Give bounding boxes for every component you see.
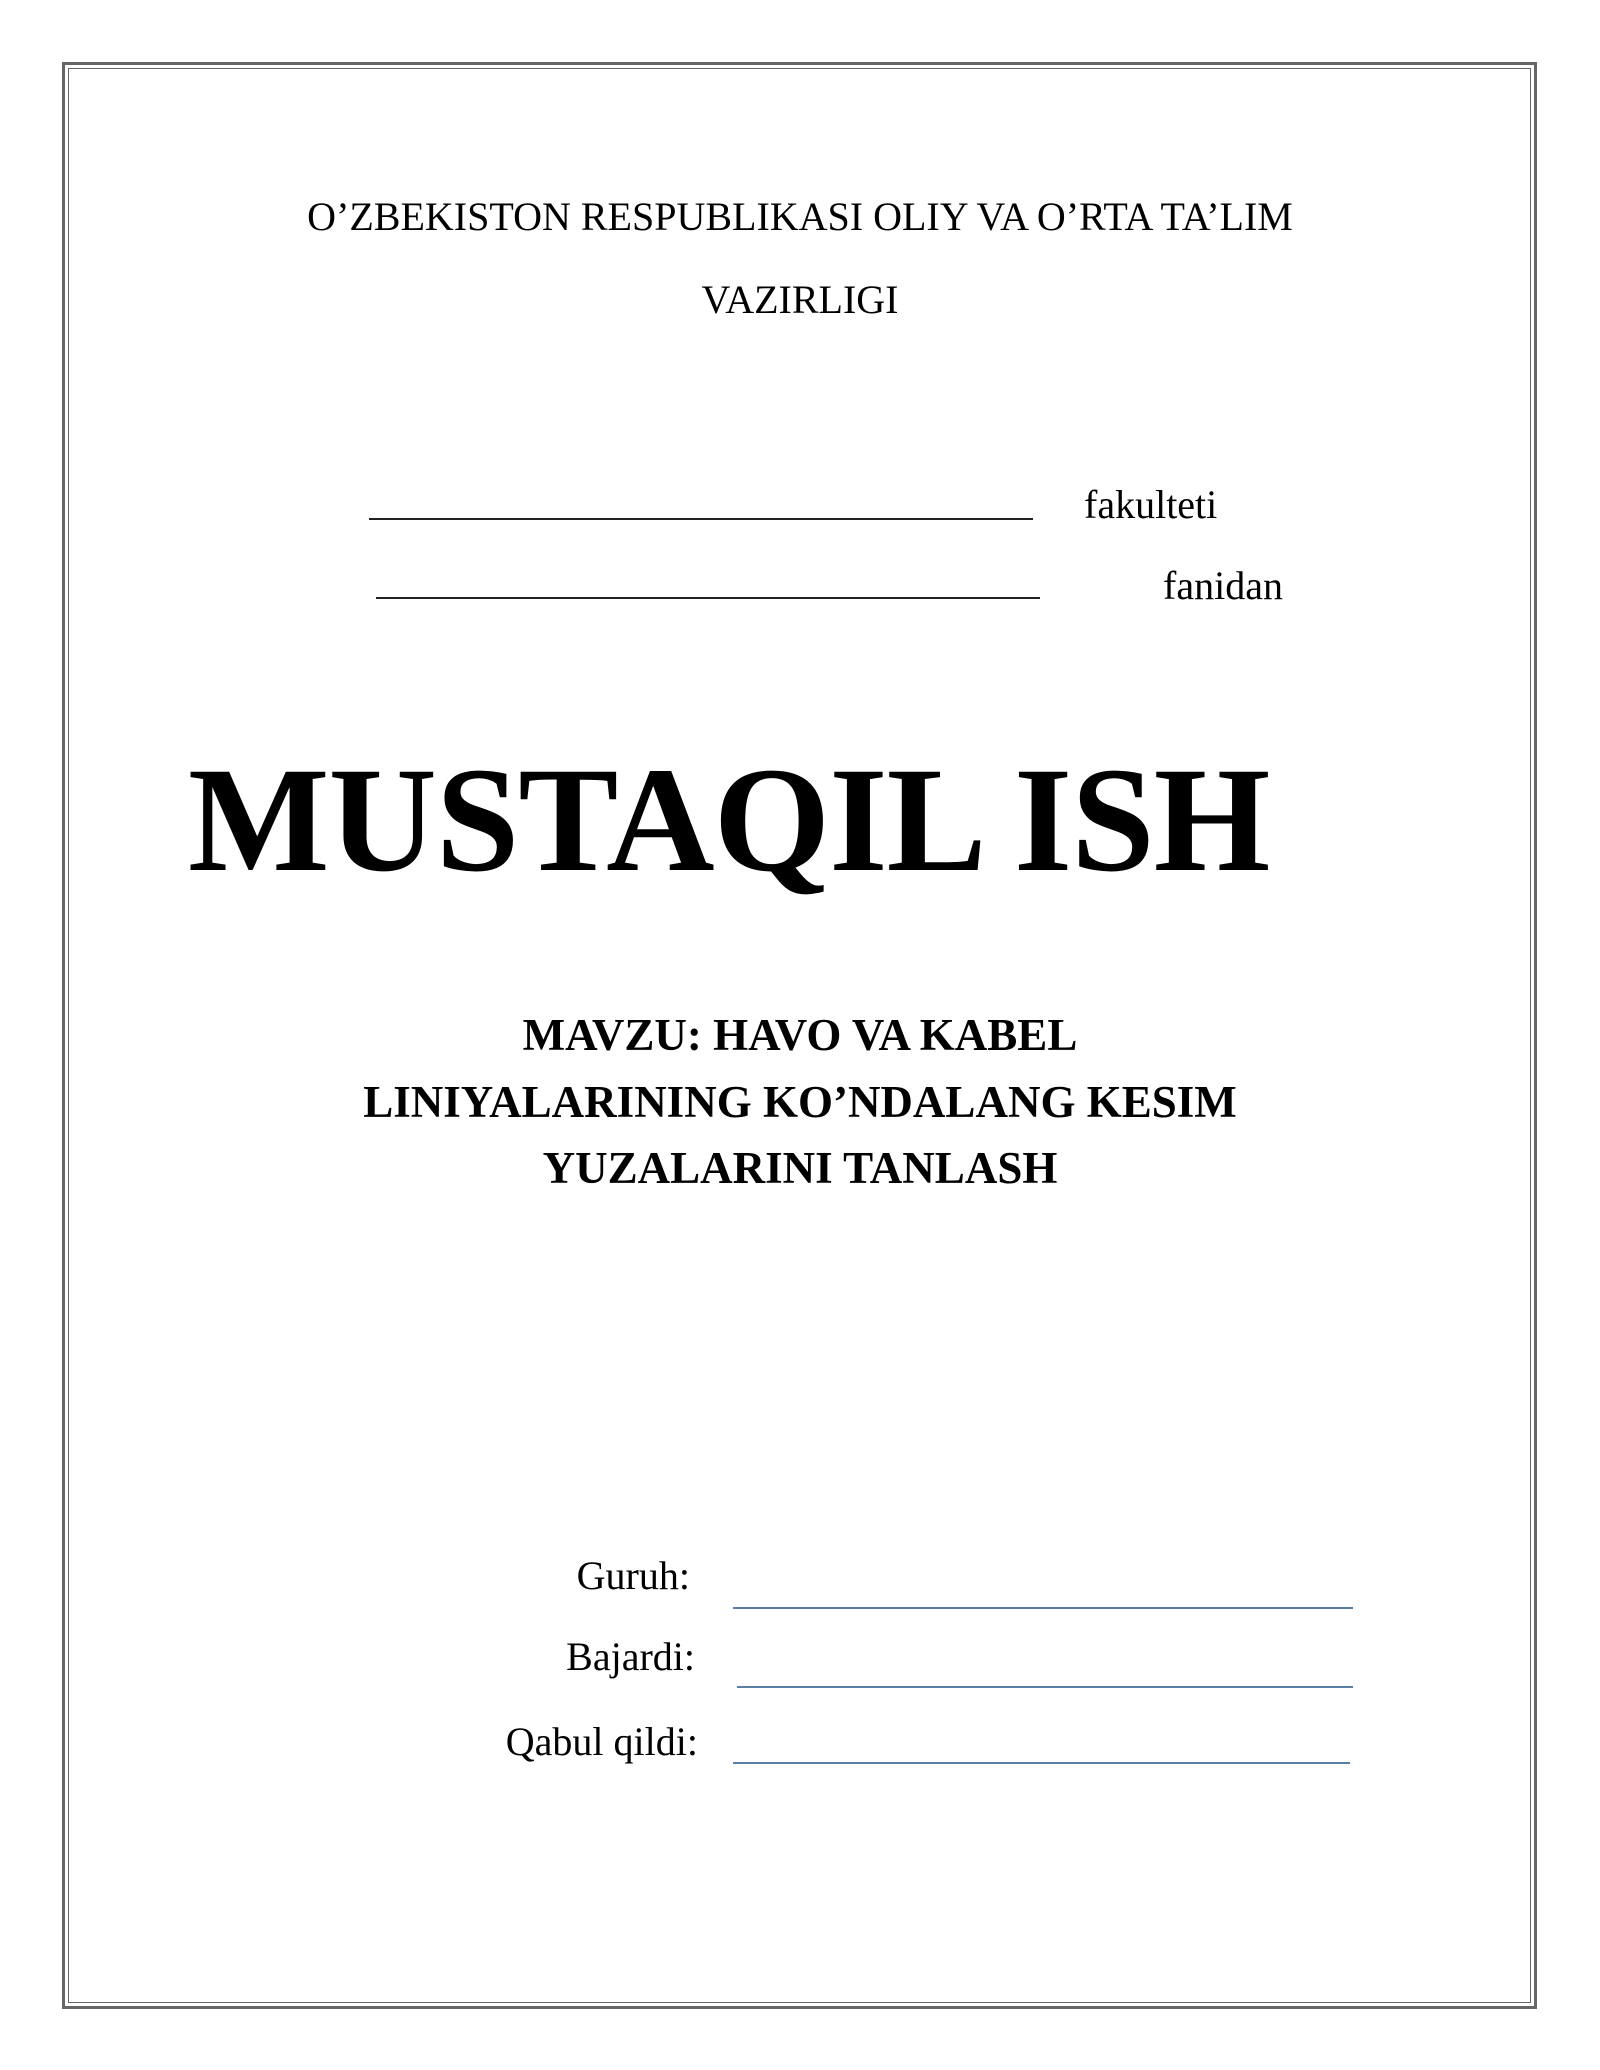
document-title: MUSTAQIL ISH — [188, 737, 1270, 903]
subject-label: fanidan — [1163, 563, 1283, 608]
accepted-by-blank-line — [733, 1762, 1350, 1764]
group-blank-line — [733, 1607, 1353, 1609]
topic-line-2: LINIYALARINING KO’NDALANG KESIM — [363, 1077, 1237, 1127]
completed-by-blank-line — [737, 1686, 1353, 1688]
faculty-blank-line — [369, 518, 1033, 520]
completed-by-label: Bajardi: — [566, 1634, 695, 1679]
subject-blank-line — [376, 597, 1040, 599]
group-label: Guruh: — [576, 1553, 690, 1598]
faculty-label: fakulteti — [1084, 482, 1218, 527]
topic-line-1: MAVZU: HAVO VA KABEL — [522, 1010, 1078, 1060]
ministry-title-line-2: VAZIRLIGI — [701, 277, 899, 322]
ministry-title-line-1: O’ZBEKISTON RESPUBLIKASI OLIY VA O’RTA TA’LIM — [307, 194, 1293, 239]
accepted-by-label: Qabul qildi: — [505, 1719, 698, 1764]
topic-line-3: YUZALARINI TANLASH — [542, 1143, 1058, 1193]
